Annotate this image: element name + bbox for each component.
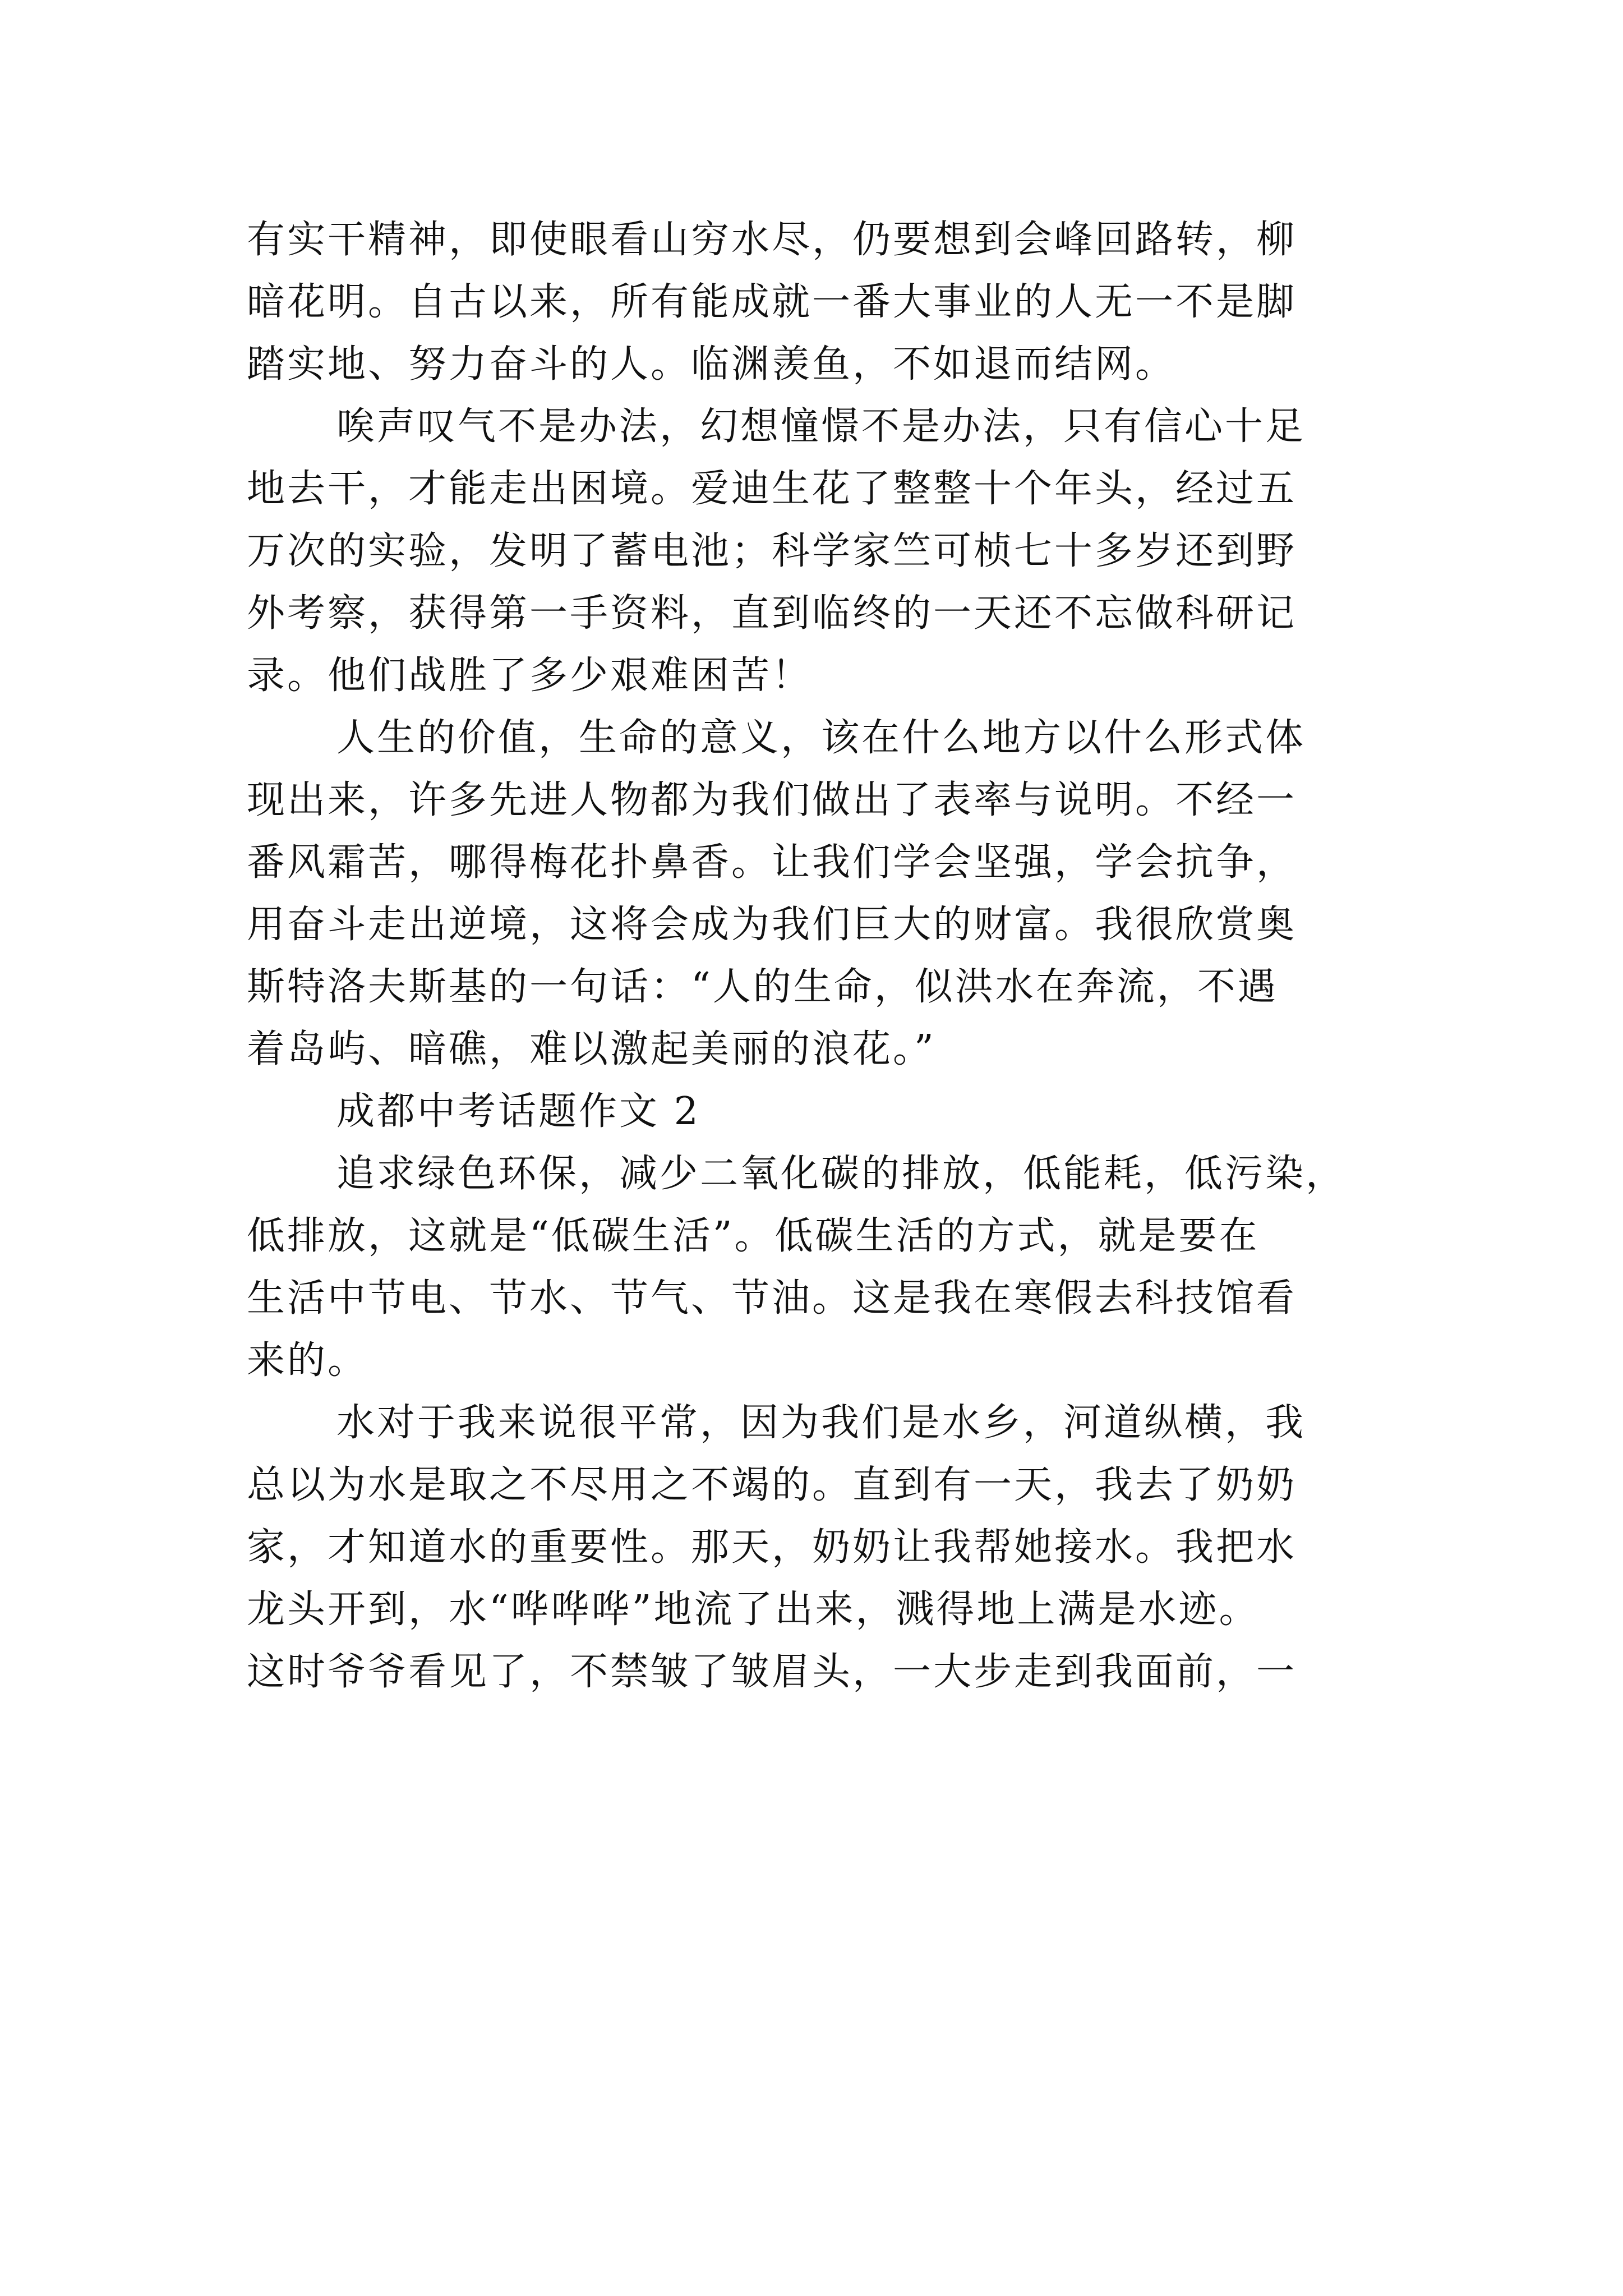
text-line: 现出来，许多先进人物都为我们做出了表率与说明。不经一 — [247, 778, 1297, 822]
text-line: 踏实地、努力奋斗的人。临渊羡鱼，不如退而结网。 — [247, 342, 1176, 386]
text-line: 暗花明。自古以来，所有能成就一番大事业的人无一不是脚 — [247, 280, 1297, 324]
paragraph-start-line: 唉声叹气不是办法，幻想憧憬不是办法，只有信心十足 — [336, 404, 1306, 449]
section-heading: 成都中考话题作文 2 — [336, 1089, 700, 1134]
paragraph-start-line: 水对于我来说很平常，因为我们是水乡，河道纵横，我 — [336, 1401, 1306, 1445]
text-line: 录。他们战胜了多少艰难困苦！ — [247, 654, 813, 698]
text-line: 斯特洛夫斯基的一句话：“人的生命，似洪水在奔流，不遇 — [247, 965, 1278, 1009]
text-line: 低排放，这就是“低碳生活”。低碳生活的方式，就是要在 — [247, 1214, 1260, 1258]
article-body — [247, 209, 1385, 1703]
paragraph-start-line: 人生的价值，生命的意义，该在什么地方以什么形式体 — [336, 716, 1306, 760]
text-line: 外考察，获得第一手资料，直到临终的一天还不忘做科研记 — [247, 591, 1297, 636]
text-line: 用奋斗走出逆境，这将会成为我们巨大的财富。我很欣赏奥 — [247, 903, 1297, 947]
text-line: 总以为水是取之不尽用之不竭的。直到有一天，我去了奶奶 — [247, 1463, 1297, 1507]
text-line: 着岛屿、暗礁，难以激起美丽的浪花。” — [247, 1027, 936, 1071]
text-line: 来的。 — [247, 1338, 368, 1383]
paragraph-start-line: 追求绿色环保，减少二氧化碳的排放，低能耗，低污染， — [336, 1152, 1347, 1196]
text-line: 番风霜苦，哪得梅花扑鼻香。让我们学会坚强，学会抗争， — [247, 840, 1297, 885]
text-line: 万次的实验，发明了蓄电池；科学家竺可桢七十多岁还到野 — [247, 529, 1297, 573]
text-line: 这时爷爷看见了，不禁皱了皱眉头，一大步走到我面前，一 — [247, 1650, 1297, 1694]
text-line: 地去干，才能走出困境。爱迪生花了整整十个年头，经过五 — [247, 467, 1297, 511]
text-line: 生活中节电、节水、节气、节油。这是我在寒假去科技馆看 — [247, 1276, 1297, 1320]
text-line: 家，才知道水的重要性。那天，奶奶让我帮她接水。我把水 — [247, 1525, 1297, 1570]
text-line: 龙头开到，水“哗哗哗”地流了出来，溅得地上满是水迹。 — [247, 1588, 1260, 1632]
text-line: 有实干精神，即使眼看山穷水尽，仍要想到会峰回路转，柳 — [247, 218, 1297, 262]
